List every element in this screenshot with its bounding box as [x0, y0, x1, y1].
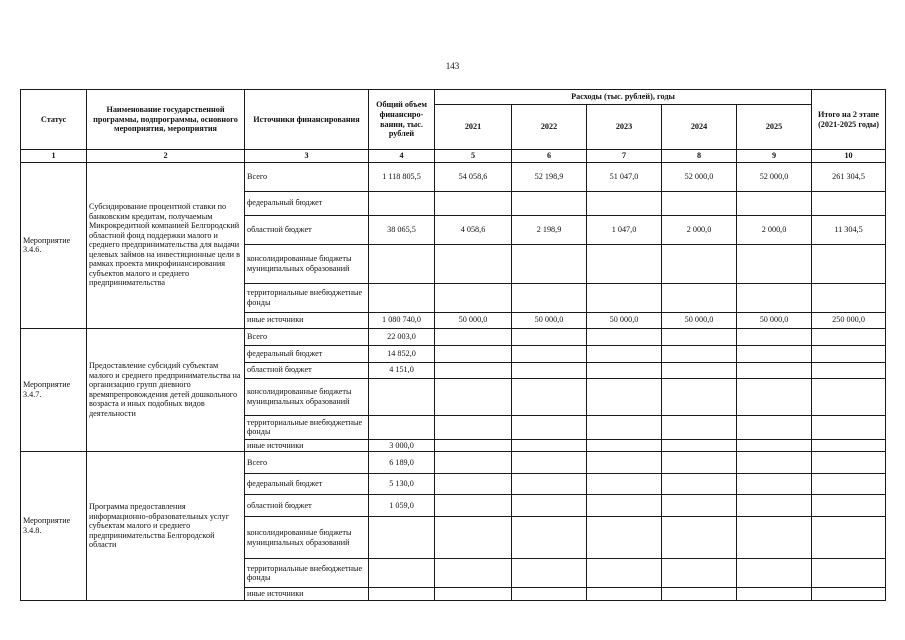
year-value-cell: [512, 495, 587, 517]
table-row: [21, 452, 886, 474]
year-value-cell: [662, 362, 737, 378]
year-value-cell: [737, 495, 812, 517]
funding-source: областной бюджет: [245, 495, 369, 517]
year-value-cell: [737, 452, 812, 474]
total-volume-cell: [369, 517, 435, 559]
year-value-cell: [512, 559, 587, 588]
year-value-cell: 50 000,0: [587, 312, 662, 328]
year-value-cell: [662, 191, 737, 215]
total-volume-cell: [369, 559, 435, 588]
year-value-cell: [512, 517, 587, 559]
funding-source: иные источники: [245, 588, 369, 601]
year-value-cell: [737, 415, 812, 439]
year-value-cell: [512, 474, 587, 495]
year-value-cell: [435, 474, 512, 495]
year-value-cell: [587, 439, 662, 452]
year-value-cell: 52 000,0: [662, 162, 737, 191]
year-value-cell: [737, 559, 812, 588]
year-value-cell: [587, 283, 662, 312]
year-value-cell: [435, 415, 512, 439]
funding-source: Всего: [245, 162, 369, 191]
year-value-cell: [512, 415, 587, 439]
total-volume-cell: 3 000,0: [369, 439, 435, 452]
year-value-cell: [737, 362, 812, 378]
stage-total-cell: [812, 244, 886, 283]
total-volume-cell: 38 065,5: [369, 215, 435, 244]
year-value-cell: [662, 474, 737, 495]
measure-status: Мероприятие 3.4.6.: [21, 162, 87, 328]
total-volume-cell: 5 130,0: [369, 474, 435, 495]
stage-total-cell: [812, 517, 886, 559]
header-year: 2025: [737, 105, 812, 150]
header-year: 2023: [587, 105, 662, 150]
year-value-cell: [512, 362, 587, 378]
year-value-cell: [587, 328, 662, 345]
funding-source: Всего: [245, 328, 369, 345]
year-value-cell: [512, 283, 587, 312]
table-row: [21, 162, 886, 191]
page-number: 143: [445, 61, 460, 71]
year-value-cell: [587, 244, 662, 283]
year-value-cell: 2 000,0: [737, 215, 812, 244]
measure-status: Мероприятие 3.4.7.: [21, 328, 87, 452]
year-value-cell: [737, 378, 812, 415]
year-value-cell: 1 047,0: [587, 215, 662, 244]
year-value-cell: [662, 495, 737, 517]
year-value-cell: [662, 517, 737, 559]
stage-total-cell: [812, 495, 886, 517]
stage-total-cell: [812, 415, 886, 439]
year-value-cell: [737, 191, 812, 215]
year-value-cell: 2 198,9: [512, 215, 587, 244]
year-value-cell: [737, 439, 812, 452]
year-value-cell: [662, 378, 737, 415]
year-value-cell: [435, 328, 512, 345]
column-number-row: [21, 150, 886, 163]
stage-total-cell: [812, 588, 886, 601]
column-number: 1: [21, 150, 87, 163]
column-number: 5: [435, 150, 512, 163]
column-number: 6: [512, 150, 587, 163]
funding-source: федеральный бюджет: [245, 474, 369, 495]
year-value-cell: 50 000,0: [435, 312, 512, 328]
header-name: Наименование государственной программы, подпрограммы, основного мероприятия, мероприятия: [87, 90, 245, 150]
year-value-cell: [587, 345, 662, 362]
year-value-cell: [587, 378, 662, 415]
total-volume-cell: 4 151,0: [369, 362, 435, 378]
stage-total-cell: [812, 191, 886, 215]
measure-name: Субсидирование процентной ставки по банковским кредитам, получаемым Микрокредитной компанией Белгородский областной фонд поддержки малого и среднего предпринимательства для выдачи целевых займов на инвестиционные цели в рамках проекта микрофинансирования субъектов малого и среднего предпринимательства: [87, 162, 245, 328]
stage-total-cell: [812, 283, 886, 312]
year-value-cell: [737, 517, 812, 559]
total-volume-cell: [369, 588, 435, 601]
header-total-volume: Общий объем финансиро-вании, тыс. рублей: [369, 90, 435, 150]
year-value-cell: [737, 283, 812, 312]
funding-source: федеральный бюджет: [245, 191, 369, 215]
year-value-cell: [435, 452, 512, 474]
header-year: 2022: [512, 105, 587, 150]
column-number: 4: [369, 150, 435, 163]
year-value-cell: [435, 191, 512, 215]
year-value-cell: [587, 452, 662, 474]
year-value-cell: [512, 378, 587, 415]
year-value-cell: 52 000,0: [737, 162, 812, 191]
year-value-cell: [435, 345, 512, 362]
year-value-cell: [512, 345, 587, 362]
total-volume-cell: 6 189,0: [369, 452, 435, 474]
funding-source: Всего: [245, 452, 369, 474]
total-volume-cell: [369, 415, 435, 439]
year-value-cell: 4 058,6: [435, 215, 512, 244]
total-volume-cell: [369, 244, 435, 283]
stage-total-cell: [812, 328, 886, 345]
total-volume-cell: [369, 283, 435, 312]
year-value-cell: [512, 328, 587, 345]
table-body: [21, 162, 886, 600]
budget-table: [20, 89, 886, 601]
total-volume-cell: [369, 191, 435, 215]
stage-total-cell: [812, 559, 886, 588]
funding-source: территориальные внебюджетные фонды: [245, 283, 369, 312]
total-volume-cell: 1 059,0: [369, 495, 435, 517]
measure-status: Мероприятие 3.4.8.: [21, 452, 87, 601]
year-value-cell: [587, 495, 662, 517]
total-volume-cell: 1 080 740,0: [369, 312, 435, 328]
year-value-cell: [512, 588, 587, 601]
year-value-cell: [737, 244, 812, 283]
measure-name: Предоставление субсидий субъектам малого и среднего предпринимательства на организацию групп дневного времяпрепровождения детей дошкольного возраста и иных подобных видов деятельности: [87, 328, 245, 452]
header-stage-total: Итого на 2 этапе (2021-2025 годы): [812, 90, 886, 150]
year-value-cell: [435, 439, 512, 452]
year-value-cell: [662, 452, 737, 474]
year-value-cell: [587, 362, 662, 378]
column-number: 10: [812, 150, 886, 163]
year-value-cell: [435, 559, 512, 588]
stage-total-cell: [812, 452, 886, 474]
year-value-cell: 54 058,6: [435, 162, 512, 191]
year-value-cell: 52 198,9: [512, 162, 587, 191]
year-value-cell: [435, 244, 512, 283]
year-value-cell: 2 000,0: [662, 215, 737, 244]
header-status: Статус: [21, 90, 87, 150]
column-number: 9: [737, 150, 812, 163]
year-value-cell: [737, 345, 812, 362]
year-value-cell: [587, 559, 662, 588]
year-value-cell: [435, 378, 512, 415]
column-number: 2: [87, 150, 245, 163]
year-value-cell: 50 000,0: [737, 312, 812, 328]
year-value-cell: [512, 191, 587, 215]
year-value-cell: [662, 588, 737, 601]
funding-source: консолидированные бюджеты муниципальных образований: [245, 244, 369, 283]
column-number: 8: [662, 150, 737, 163]
year-value-cell: [737, 588, 812, 601]
stage-total-cell: [812, 345, 886, 362]
year-value-cell: [435, 495, 512, 517]
stage-total-cell: [812, 378, 886, 415]
stage-total-cell: 261 304,5: [812, 162, 886, 191]
year-value-cell: [662, 439, 737, 452]
year-value-cell: [662, 328, 737, 345]
stage-total-cell: [812, 362, 886, 378]
year-value-cell: [587, 517, 662, 559]
funding-source: федеральный бюджет: [245, 345, 369, 362]
header-year: 2024: [662, 105, 737, 150]
stage-total-cell: [812, 474, 886, 495]
year-value-cell: [512, 452, 587, 474]
total-volume-cell: 1 118 805,5: [369, 162, 435, 191]
header-expenses: Расходы (тыс. рублей), годы: [435, 90, 812, 105]
year-value-cell: [662, 345, 737, 362]
stage-total-cell: 11 304,5: [812, 215, 886, 244]
year-value-cell: [512, 439, 587, 452]
funding-source: иные источники: [245, 312, 369, 328]
funding-source: консолидированные бюджеты муниципальных образований: [245, 517, 369, 559]
year-value-cell: 51 047,0: [587, 162, 662, 191]
total-volume-cell: 22 003,0: [369, 328, 435, 345]
year-value-cell: [435, 362, 512, 378]
measure-name: Программа предоставления информационно-образовательных услуг субъектам малого и среднего предпринимательства Белгородской области: [87, 452, 245, 601]
year-value-cell: [587, 588, 662, 601]
year-value-cell: [435, 283, 512, 312]
column-number: 3: [245, 150, 369, 163]
year-value-cell: [435, 588, 512, 601]
year-value-cell: [435, 517, 512, 559]
total-volume-cell: [369, 378, 435, 415]
table-row: [21, 328, 886, 345]
header-year: 2021: [435, 105, 512, 150]
year-value-cell: [662, 283, 737, 312]
total-volume-cell: 14 852,0: [369, 345, 435, 362]
funding-source: территориальные внебюджетные фонды: [245, 415, 369, 439]
funding-source: областной бюджет: [245, 215, 369, 244]
year-value-cell: [662, 559, 737, 588]
header-sources: Источники финансирования: [245, 90, 369, 150]
year-value-cell: [737, 474, 812, 495]
year-value-cell: [512, 244, 587, 283]
year-value-cell: [587, 474, 662, 495]
funding-source: иные источники: [245, 439, 369, 452]
funding-source: консолидированные бюджеты муниципальных образований: [245, 378, 369, 415]
year-value-cell: [737, 328, 812, 345]
year-value-cell: [587, 415, 662, 439]
funding-source: областной бюджет: [245, 362, 369, 378]
year-value-cell: [662, 244, 737, 283]
column-number: 7: [587, 150, 662, 163]
stage-total-cell: 250 000,0: [812, 312, 886, 328]
funding-source: территориальные внебюджетные фонды: [245, 559, 369, 588]
stage-total-cell: [812, 439, 886, 452]
year-value-cell: 50 000,0: [512, 312, 587, 328]
year-value-cell: [587, 191, 662, 215]
year-value-cell: [662, 415, 737, 439]
year-value-cell: 50 000,0: [662, 312, 737, 328]
